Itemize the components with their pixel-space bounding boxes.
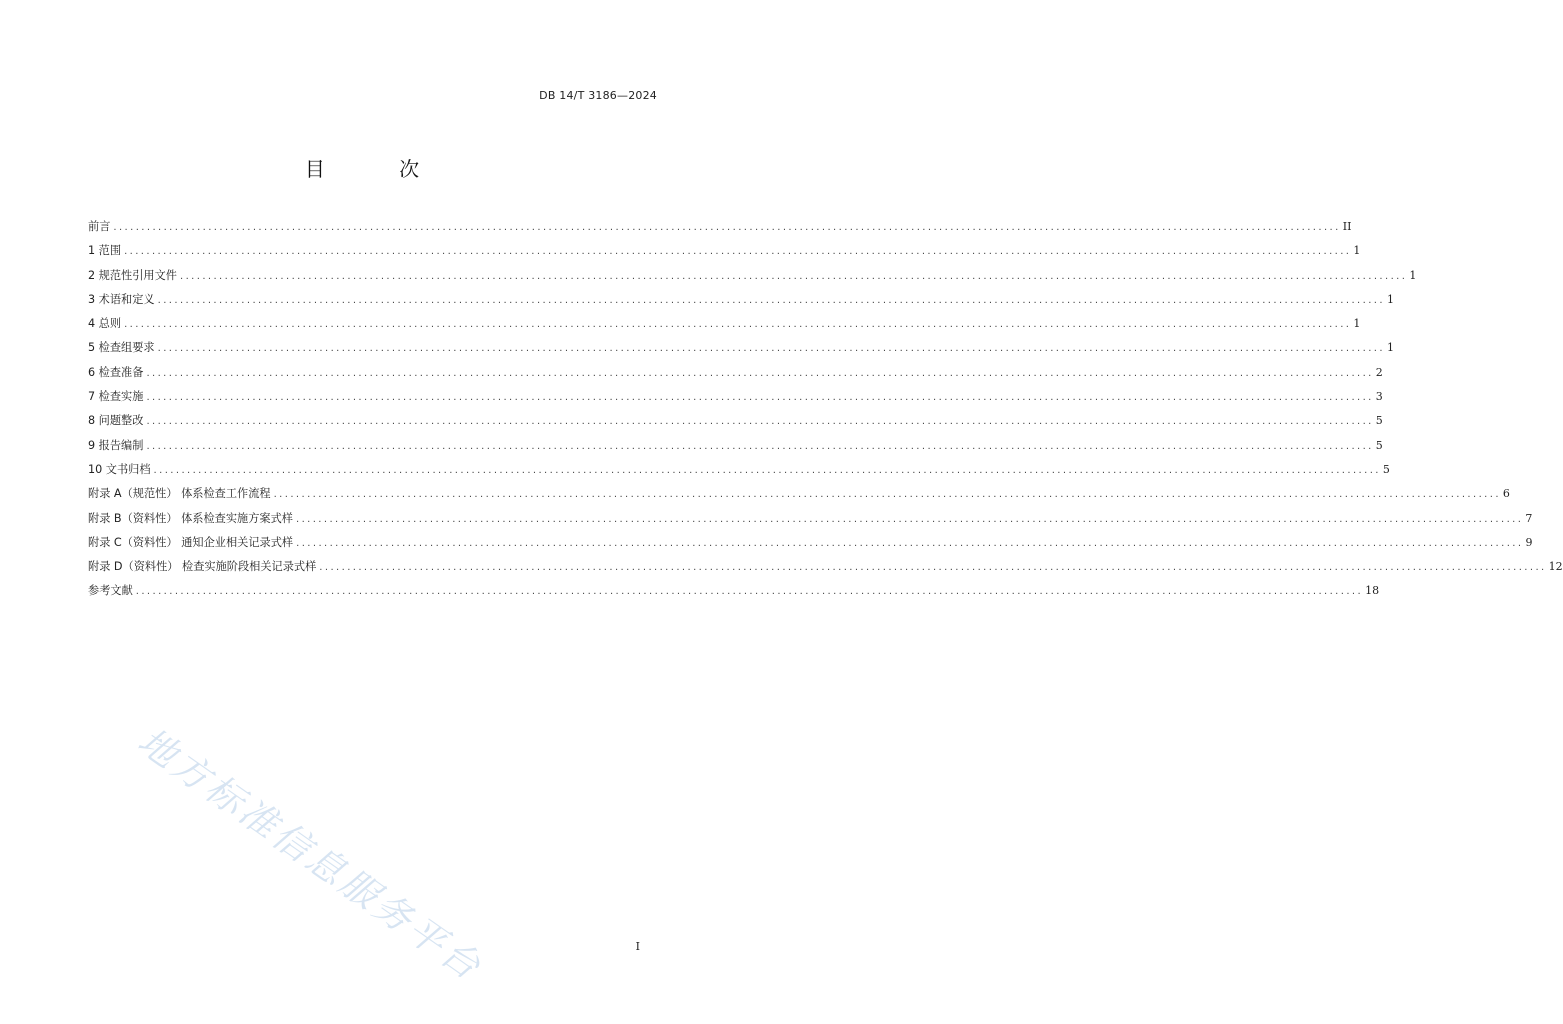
toc-entry-page-number: 1: [1386, 292, 1394, 306]
toc-entry-label: 附录 C（资料性） 通知企业相关记录式样: [88, 535, 294, 549]
toc-entry-label: 3 术语和定义: [88, 292, 155, 306]
toc-entry[interactable]: [88, 242, 1361, 266]
toc-entry-page-number: 1: [1386, 341, 1394, 355]
toc-dot-leader: ............................................................................................................................................................................................................................: [319, 562, 1547, 574]
toc-entry[interactable]: [88, 291, 1394, 315]
toc-entry[interactable]: [88, 510, 1533, 534]
page-number: I: [635, 940, 640, 953]
toc-entry-page-number: 18: [1365, 584, 1380, 598]
toc-entry-label: 前言: [88, 220, 111, 233]
toc-entry[interactable]: [88, 218, 1352, 242]
toc-dot-leader: ............................................................................................................................................................................................................................: [146, 367, 1374, 379]
toc-dot-leader: ............................................................................................................................................................................................................................: [273, 489, 1501, 501]
toc-entry-page-number: 7: [1525, 511, 1533, 525]
toc-entry[interactable]: [88, 485, 1510, 509]
toc-entry-page-number: 5: [1382, 462, 1390, 476]
toc-entry[interactable]: [88, 364, 1383, 388]
toc-entry-label: 参考文献: [88, 584, 133, 598]
toc-dot-leader: ............................................................................................................................................................................................................................: [157, 294, 1385, 306]
toc-entry-label: 附录 D（资料性） 检查实施阶段相关记录式样: [88, 560, 317, 574]
toc-entry[interactable]: [88, 582, 1380, 606]
toc-dot-leader: ............................................................................................................................................................................................................................: [296, 537, 1524, 549]
toc-entry-page-number: 3: [1375, 390, 1383, 404]
toc-dot-leader: ............................................................................................................................................................................................................................: [124, 246, 1352, 258]
toc-entry-label: 4 总则: [88, 317, 122, 331]
toc-entry-page-number: 1: [1409, 268, 1417, 282]
toc-entry[interactable]: [88, 412, 1383, 436]
toc-entry-page-number: 5: [1375, 414, 1383, 428]
toc-entry-page-number: 9: [1525, 535, 1533, 549]
page-title: 目 次: [304, 157, 454, 181]
toc-entry-page-number: 12: [1548, 560, 1563, 574]
toc-dot-leader: ............................................................................................................................................................................................................................: [146, 440, 1374, 452]
toc-entry-label: 2 规范性引用文件: [88, 268, 177, 282]
toc-entry[interactable]: [88, 534, 1533, 558]
toc-dot-leader: ............................................................................................................................................................................................................................: [135, 586, 1364, 598]
toc-entry-page-number: 2: [1375, 365, 1383, 379]
toc-entry[interactable]: [88, 315, 1361, 339]
toc-entry-label: 附录 A（规范性） 体系检查工作流程: [88, 487, 271, 501]
toc-entry[interactable]: [88, 558, 1563, 582]
toc-entry-label: 附录 B（资料性） 体系检查实施方案式样: [88, 511, 293, 525]
toc-entry[interactable]: [88, 267, 1417, 291]
toc-dot-leader: ............................................................................................................................................................................................................................: [180, 270, 1408, 282]
toc-entry-page-number: 1: [1353, 317, 1361, 331]
toc-entry-label: 8 问题整改: [88, 414, 144, 428]
toc-dot-leader: ............................................................................................................................................................................................................................: [146, 392, 1374, 404]
toc-entry[interactable]: [88, 461, 1390, 485]
toc-entry-label: 1 范围: [88, 244, 122, 258]
toc-entry-label: 10 文书归档: [88, 462, 151, 476]
toc-entry-page-number: 6: [1502, 487, 1510, 501]
toc-dot-leader: ............................................................................................................................................................................................................................: [146, 416, 1374, 428]
table-of-contents: [88, 218, 1563, 607]
toc-entry[interactable]: [88, 339, 1394, 363]
toc-dot-leader: ............................................................................................................................................................................................................................: [295, 513, 1524, 525]
toc-dot-leader: ............................................................................................................................................................................................................................: [153, 464, 1381, 476]
toc-dot-leader: ............................................................................................................................................................................................................................: [113, 222, 1341, 233]
toc-entry-label: 5 检查组要求: [88, 341, 155, 355]
toc-entry-label: 7 检查实施: [88, 390, 144, 404]
document-number: DB 14/T 3186—2024: [539, 89, 657, 102]
toc-dot-leader: ............................................................................................................................................................................................................................: [157, 343, 1385, 355]
toc-entry[interactable]: [88, 388, 1383, 412]
watermark: 地方标准信息服务平台: [130, 719, 491, 990]
toc-entry[interactable]: [88, 437, 1383, 461]
toc-entry-label: 9 报告编制: [88, 438, 144, 452]
toc-entry-page-number: II: [1342, 220, 1352, 233]
toc-entry-label: 6 检查准备: [88, 365, 144, 379]
toc-entry-page-number: 1: [1353, 244, 1361, 258]
toc-dot-leader: ............................................................................................................................................................................................................................: [124, 319, 1352, 331]
toc-entry-page-number: 5: [1375, 438, 1383, 452]
